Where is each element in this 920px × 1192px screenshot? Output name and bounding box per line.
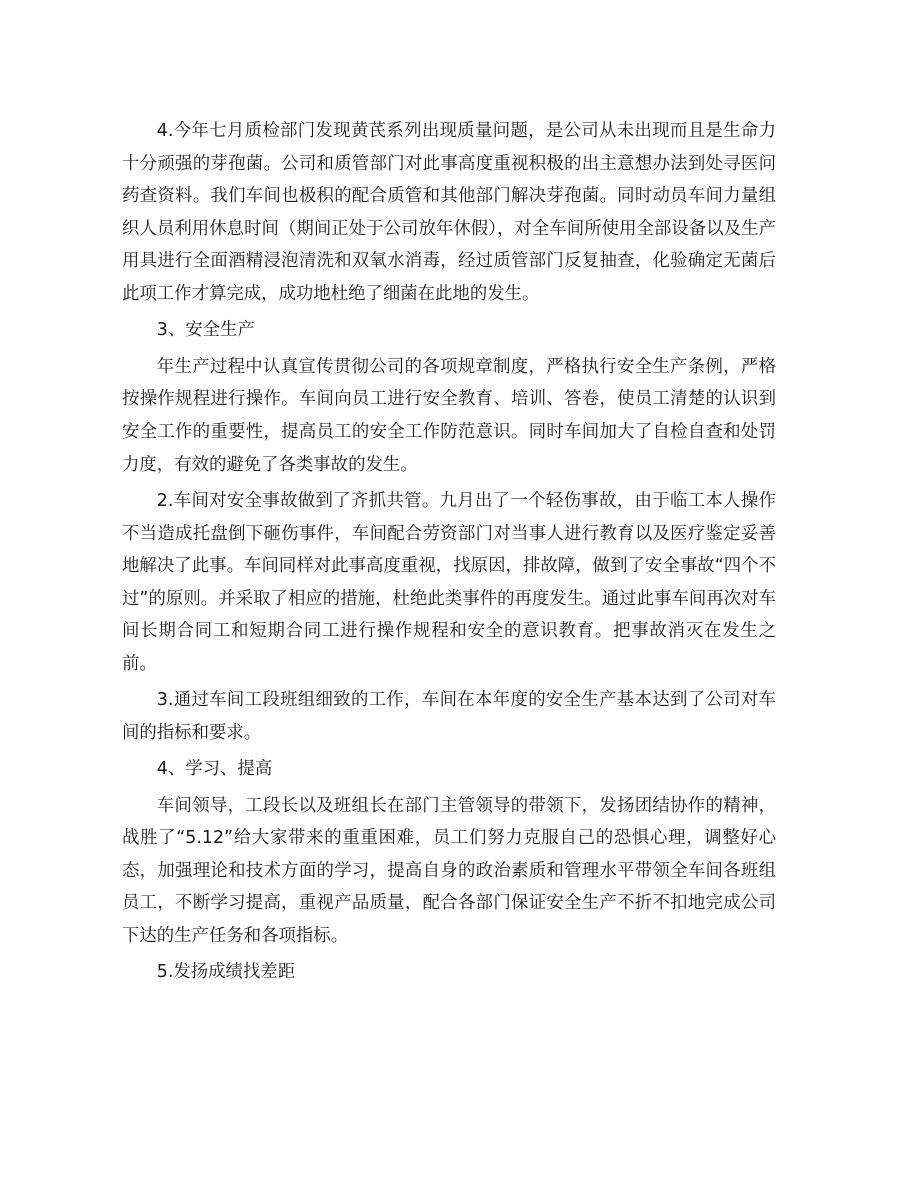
document-body — [122, 115, 776, 993]
paragraph-item-3-targets: 3.通过车间工段班组细致的工作，车间在本年度的安全生产基本达到了公司对车间的指标和要求。 — [122, 690, 776, 743]
section-heading-safety: 3、安全生产 — [156, 320, 255, 341]
paragraph-item-5-gap: 5.发扬成绩找差距 — [156, 962, 296, 983]
paragraph-safety-rules: 年生产过程中认真宣传贯彻公司的各项规章制度，严格执行安全生产条例，严格按操作规程进行操作。车间向员工进行安全教育、培训、答卷，使员工清楚的认识到安全工作的重要性，提高员工的安全工作防范意识。同时车间加大了自检自查和处罚力度，有效的避免了各类事故的发生。 — [122, 356, 776, 475]
paragraph-item-4-bacteria: 4.今年七月质检部门发现黄芪系列出现质量问题，是公司从未出现而且是生命力十分顽强的芽孢菌。公司和质管部门对此事高度重视积极的出主意想办法到处寻医问药查资料。我们车间也极积的配合质管和其他部门解决芽孢菌。同时动员车间力量组织人员利用休息时间（期间正处于公司放年休假），对全车间所使用全部设备以及生产用具进行全面酒精浸泡清洗和双氧水消毒，经过质管部门反复抽查，化验确定无菌后此项工作才算完成，成功地杜绝了细菌在此地的发生。 — [122, 121, 776, 304]
section-heading-learning: 4、学习、提高 — [156, 759, 273, 780]
paragraph-learning: 车间领导，工段长以及班组长在部门主管领导的带领下，发扬团结协作的精神，战胜了“5.12”给大家带来的重重困难，员工们努力克服自己的恐惧心理，调整好心态，加强理论和技术方面的学习，提高自身的政治素质和管理水平带领全车间各班组员工，不断学习提高，重视产品质量，配合各部门保证安全生产不折不扣地完成公司下达的生产任务和各项指标。 — [122, 795, 776, 947]
paragraph-item-2-accident: 2.车间对安全事故做到了齐抓共管。九月出了一个轻伤事故，由于临工本人操作不当造成托盘倒下砸伤事件，车间配合劳资部门对当事人进行教育以及医疗鉴定妥善地解决了此事。车间同样对此事高度重视，找原因，排故障，做到了安全事故“四个不过”的原则。并采取了相应的措施，杜绝此类事件的再度发生。通过此事车间再次对车间长期合同工和短期合同工进行操作规程和安全的意识教育。把事故消灭在发生之前。 — [122, 490, 776, 674]
